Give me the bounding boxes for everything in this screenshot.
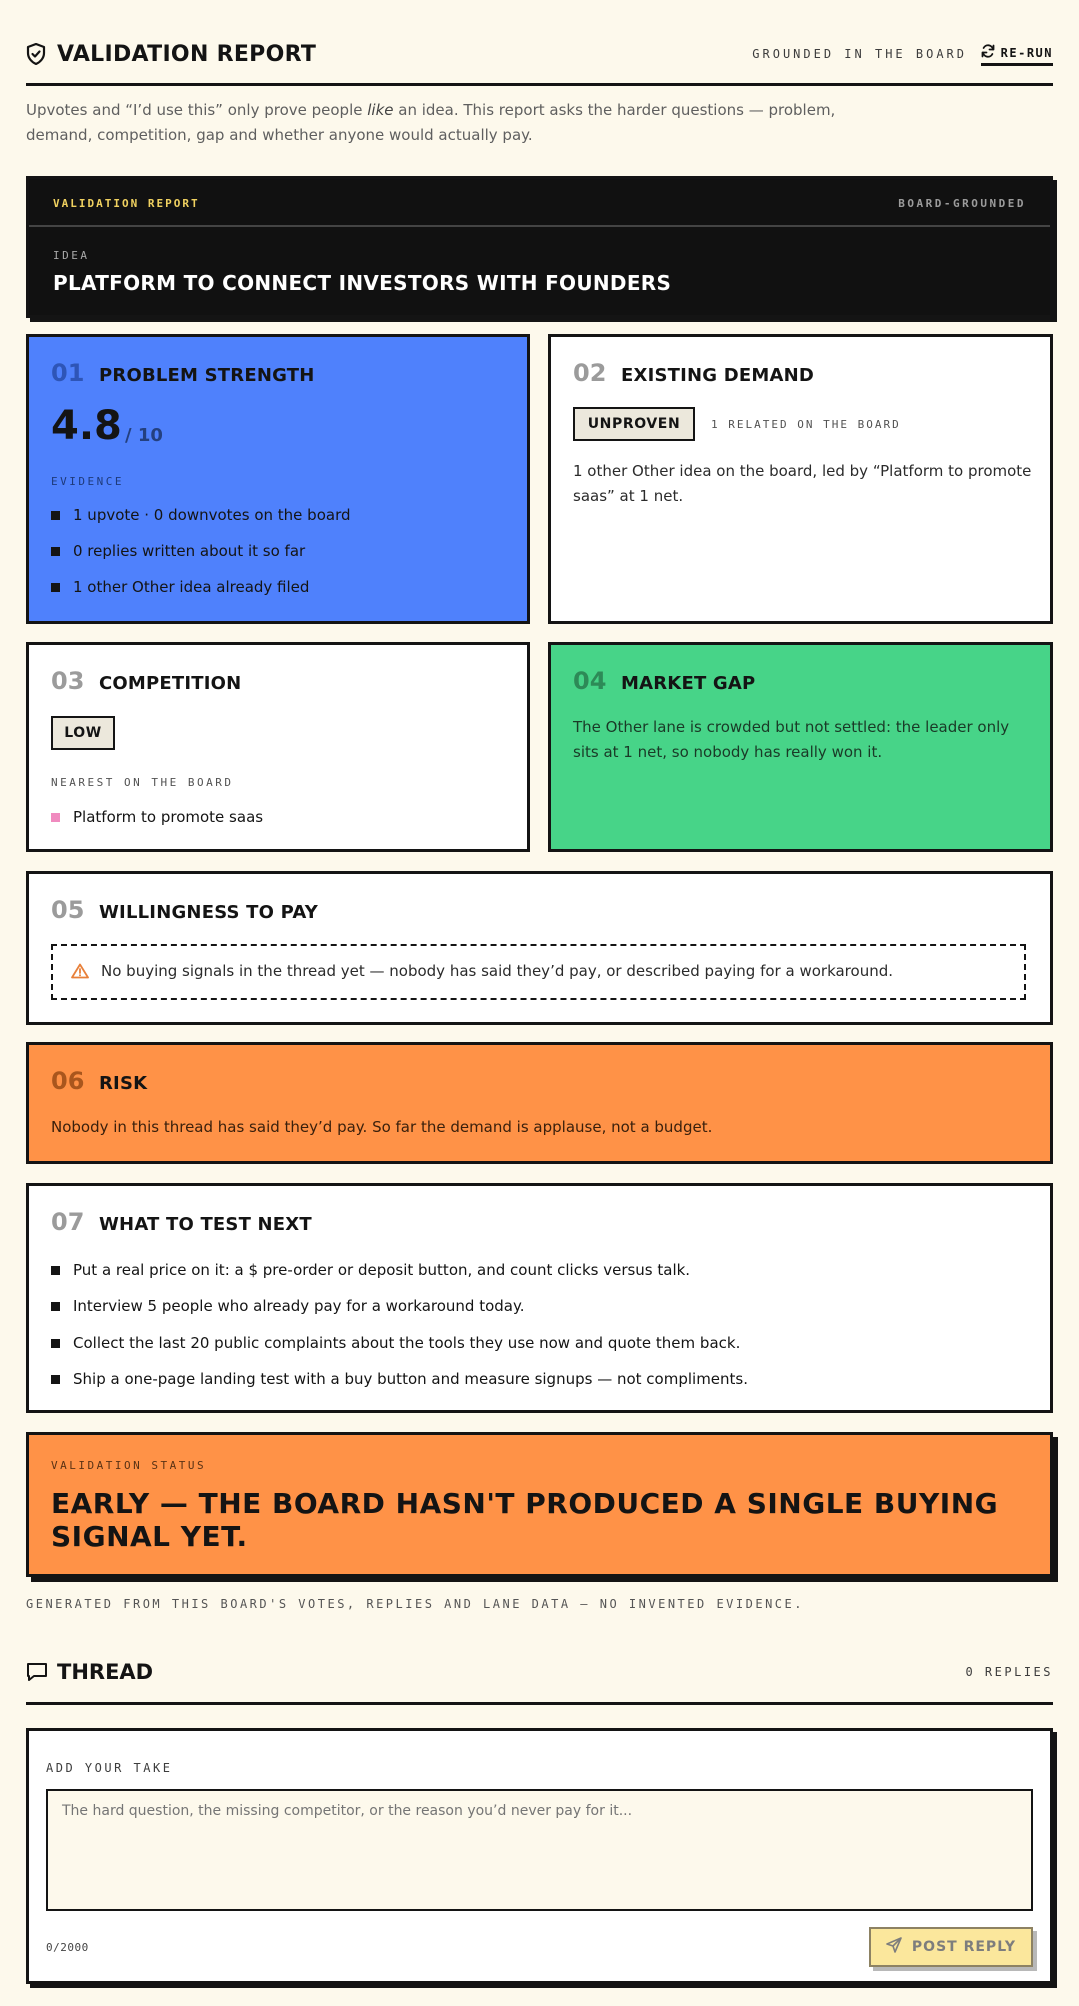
status-label: VALIDATION STATUS [51,1459,207,1472]
grounded-label: GROUNDED IN THE BOARD [752,47,967,61]
what-to-test-card [26,1183,1053,1413]
reply-count: 0 REPLIES [965,1665,1053,1679]
test-list [51,1260,1011,1389]
board-grounded-label: BOARD-GROUNDED [898,197,1026,210]
list-item: Put a real price on it: a $ pre-order or deposit button, and count clicks versus talk. [51,1260,1011,1280]
list-item: Interview 5 people who already pay for a workaround today. [51,1296,1011,1316]
intro-part-2: an idea. This report asks the harder questions — problem, demand, competition, gap and whether anyone would actually pay. [26,101,836,144]
section-title: RISK [99,1073,148,1094]
section-title: EXISTING DEMAND [621,365,815,386]
section-number: 01 [51,359,85,387]
section-number: 06 [51,1067,85,1095]
add-take-label: ADD YOUR TAKE [46,1761,173,1775]
refresh-icon [981,44,995,61]
no-signal-text: No buying signals in the thread yet — nobody has said they’d pay, or described paying for a workaround. [101,962,893,980]
rerun-button[interactable] [981,44,1053,66]
idea-block [26,176,1053,318]
competition-level-badge: LOW [51,716,115,750]
list-item: Platform to promote saas [51,807,511,827]
thread-title: THREAD [57,1660,154,1684]
gap-text: The Other lane is crowded but not settled: the leader only sits at 1 net, so nobody has really won it. [573,718,1010,761]
validation-report-label: VALIDATION REPORT [53,197,200,210]
existing-demand-card [548,334,1053,624]
section-title: WHAT TO TEST NEXT [99,1214,312,1235]
section-title: MARKET GAP [621,673,756,694]
rerun-label: RE-RUN [1000,45,1053,60]
nearest-label: NEAREST ON THE BOARD [51,776,234,789]
no-signal-notice [51,944,1026,1000]
evidence-label: EVIDENCE [51,475,124,488]
section-title: WILLINGNESS TO PAY [99,902,319,923]
section-number: 07 [51,1208,85,1236]
list-item: Collect the last 20 public complaints about the tools they use now and quote them back. [51,1333,1011,1353]
section-number: 03 [51,667,85,695]
thread-header [26,1660,1053,1705]
page-title: VALIDATION REPORT [57,42,317,67]
demand-text: 1 other Other idea on the board, led by “Platform to promote saas” at 1 net. [573,462,1032,505]
risk-text: Nobody in this thread has said they’d pay. So far the demand is applause, not a budget. [51,1118,713,1136]
demand-status-badge: UNPROVEN [573,407,695,441]
status-text: EARLY — THE BOARD HASN'T PRODUCED A SINGLE BUYING SIGNAL YET. [51,1487,999,1553]
intro-emphasis: like [367,101,394,119]
section-title: COMPETITION [99,673,242,694]
list-item: 0 replies written about it so far [51,541,511,561]
list-item: Ship a one-page landing test with a buy button and measure signups — not compliments. [51,1369,1011,1389]
shield-check-icon [26,43,46,69]
section-number: 02 [573,359,607,387]
post-reply-label: POST REPLY [911,1939,1017,1955]
market-gap-card [548,642,1053,852]
willingness-to-pay-card [26,871,1053,1025]
intro-part-1: Upvotes and “I’d use this” only prove people [26,101,368,119]
intro-text [26,98,856,148]
reply-textarea[interactable] [46,1789,1033,1911]
validation-status-block [26,1432,1053,1577]
problem-strength-card [26,334,530,624]
section-title: PROBLEM STRENGTH [99,365,315,386]
problem-score-max: / 10 [125,425,163,446]
related-count: 1 RELATED ON THE BOARD [711,418,901,431]
problem-score: 4.8 [51,403,122,449]
idea-label: IDEA [53,249,90,262]
generated-note: GENERATED FROM THIS BOARD'S VOTES, REPLIES AND LANE DATA — NO INVENTED EVIDENCE. [26,1597,804,1611]
warning-triangle-icon [71,963,89,983]
section-number: 04 [573,667,607,695]
evidence-list [51,505,511,597]
send-icon [886,1937,902,1957]
report-header [26,38,1053,86]
risk-card [26,1042,1053,1164]
chat-bubble-icon [26,1662,48,1686]
list-item: 1 upvote · 0 downvotes on the board [51,505,511,525]
idea-title: PLATFORM TO CONNECT INVESTORS WITH FOUNDERS [53,271,672,295]
section-number: 05 [51,896,85,924]
char-counter: 0/2000 [46,1941,89,1954]
competition-card [26,642,530,852]
reply-form [26,1728,1053,1984]
list-item: 1 other Other idea already filed [51,577,511,597]
divider [29,225,1050,227]
nearest-list [51,807,511,827]
post-reply-button[interactable] [869,1927,1033,1967]
